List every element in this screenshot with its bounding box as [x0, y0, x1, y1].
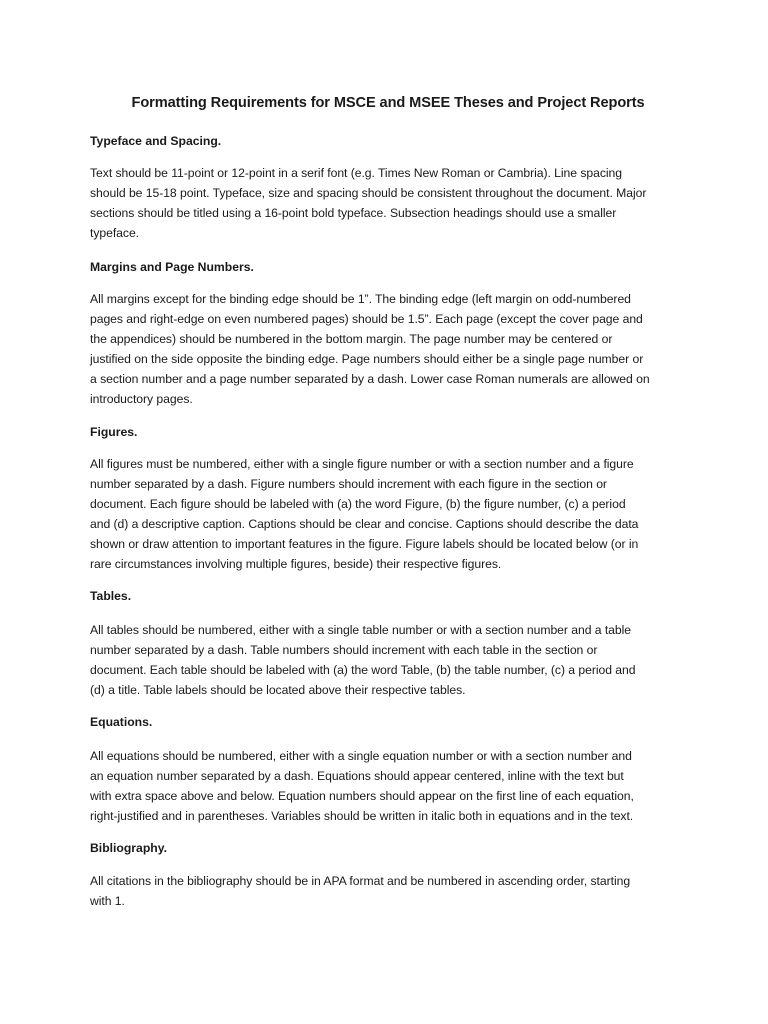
paragraph-line: All tables should be numbered, either with a single table number or with a section number and a table [90, 623, 632, 637]
paragraph-line: number separated by a dash. Table numbers should increment with each table in the section or [90, 643, 598, 657]
section-paragraph-margins-page-numbers [90, 289, 686, 409]
paragraph-line: a section number and a page number separated by a dash. Lower case Roman numerals are allowed on [90, 372, 650, 386]
paragraph-line: with extra space above and below. Equation numbers should appear on the first line of each equation, [90, 789, 634, 803]
paragraph-line: All margins except for the binding edge should be 1”. The binding edge (left margin on odd-numbered [90, 292, 631, 306]
paragraph-line: document. Each figure should be labeled with (a) the word Figure, (b) the figure number, (c) a period [90, 497, 626, 511]
section-paragraph-typeface-spacing [90, 163, 686, 243]
section-heading-margins-page-numbers: Margins and Page Numbers. [90, 260, 254, 274]
paragraph-line: shown or draw attention to important features in the figure. Figure labels should be located below (or in [90, 537, 639, 551]
paragraph-line: Text should be 11-point or 12-point in a serif font (e.g. Times New Roman or Cambria). Line spacing [90, 166, 623, 180]
paragraph-line: sections should be titled using a 16-point bold typeface. Subsection headings should use a smaller [90, 206, 617, 220]
paragraph-line: an equation number separated by a dash. Equations should appear centered, inline with the text but [90, 769, 624, 783]
paragraph-line: introductory pages. [90, 392, 193, 406]
section-paragraph-figures [90, 454, 686, 574]
section-paragraph-tables [90, 620, 686, 700]
paragraph-line: All figures must be numbered, either with a single figure number or with a section number and a figure [90, 457, 634, 471]
section-heading-tables: Tables. [90, 589, 132, 603]
section-paragraph-bibliography [90, 871, 686, 911]
document-title: Formatting Requirements for MSCE and MSEE Theses and Project Reports [131, 95, 645, 111]
section-paragraph-equations [90, 746, 686, 826]
section-heading-figures: Figures. [90, 425, 138, 439]
paragraph-line: pages and right-edge on even numbered pages) should be 1.5”. Each page (except the cover page and [90, 312, 643, 326]
paragraph-line: document. Each table should be labeled with (a) the word Table, (b) the table number, (c) a period and [90, 663, 636, 677]
paragraph-line: All equations should be numbered, either with a single equation number or with a section number and [90, 749, 632, 763]
paragraph-line: typeface. [90, 226, 140, 240]
paragraph-line: right-justified and in parentheses. Variables should be written in italic both in equations and in the text. [90, 809, 634, 823]
paragraph-line: (d) a title. Table labels should be located above their respective tables. [90, 683, 466, 697]
paragraph-line: All citations in the bibliography should be in APA format and be numbered in ascending order, starting [90, 874, 631, 888]
paragraph-line: number separated by a dash. Figure numbers should increment with each figure in the section or [90, 477, 607, 491]
paragraph-line: should be 15-18 point. Typeface, size and spacing should be consistent throughout the document. Major [90, 186, 647, 200]
paragraph-line: with 1. [90, 894, 125, 908]
section-heading-equations: Equations. [90, 715, 153, 729]
paragraph-line: the appendices) should be numbered in the bottom margin. The page number may be centered or [90, 332, 613, 346]
section-heading-bibliography: Bibliography. [90, 841, 167, 855]
paragraph-line: rare circumstances involving multiple figures, beside) their respective figures. [90, 557, 502, 571]
paragraph-line: justified on the side opposite the binding edge. Page numbers should either be a single page number or [90, 352, 644, 366]
paragraph-line: and (d) a descriptive caption. Captions should be clear and concise. Captions should describe the data [90, 517, 639, 531]
section-heading-typeface-spacing: Typeface and Spacing. [90, 134, 222, 148]
